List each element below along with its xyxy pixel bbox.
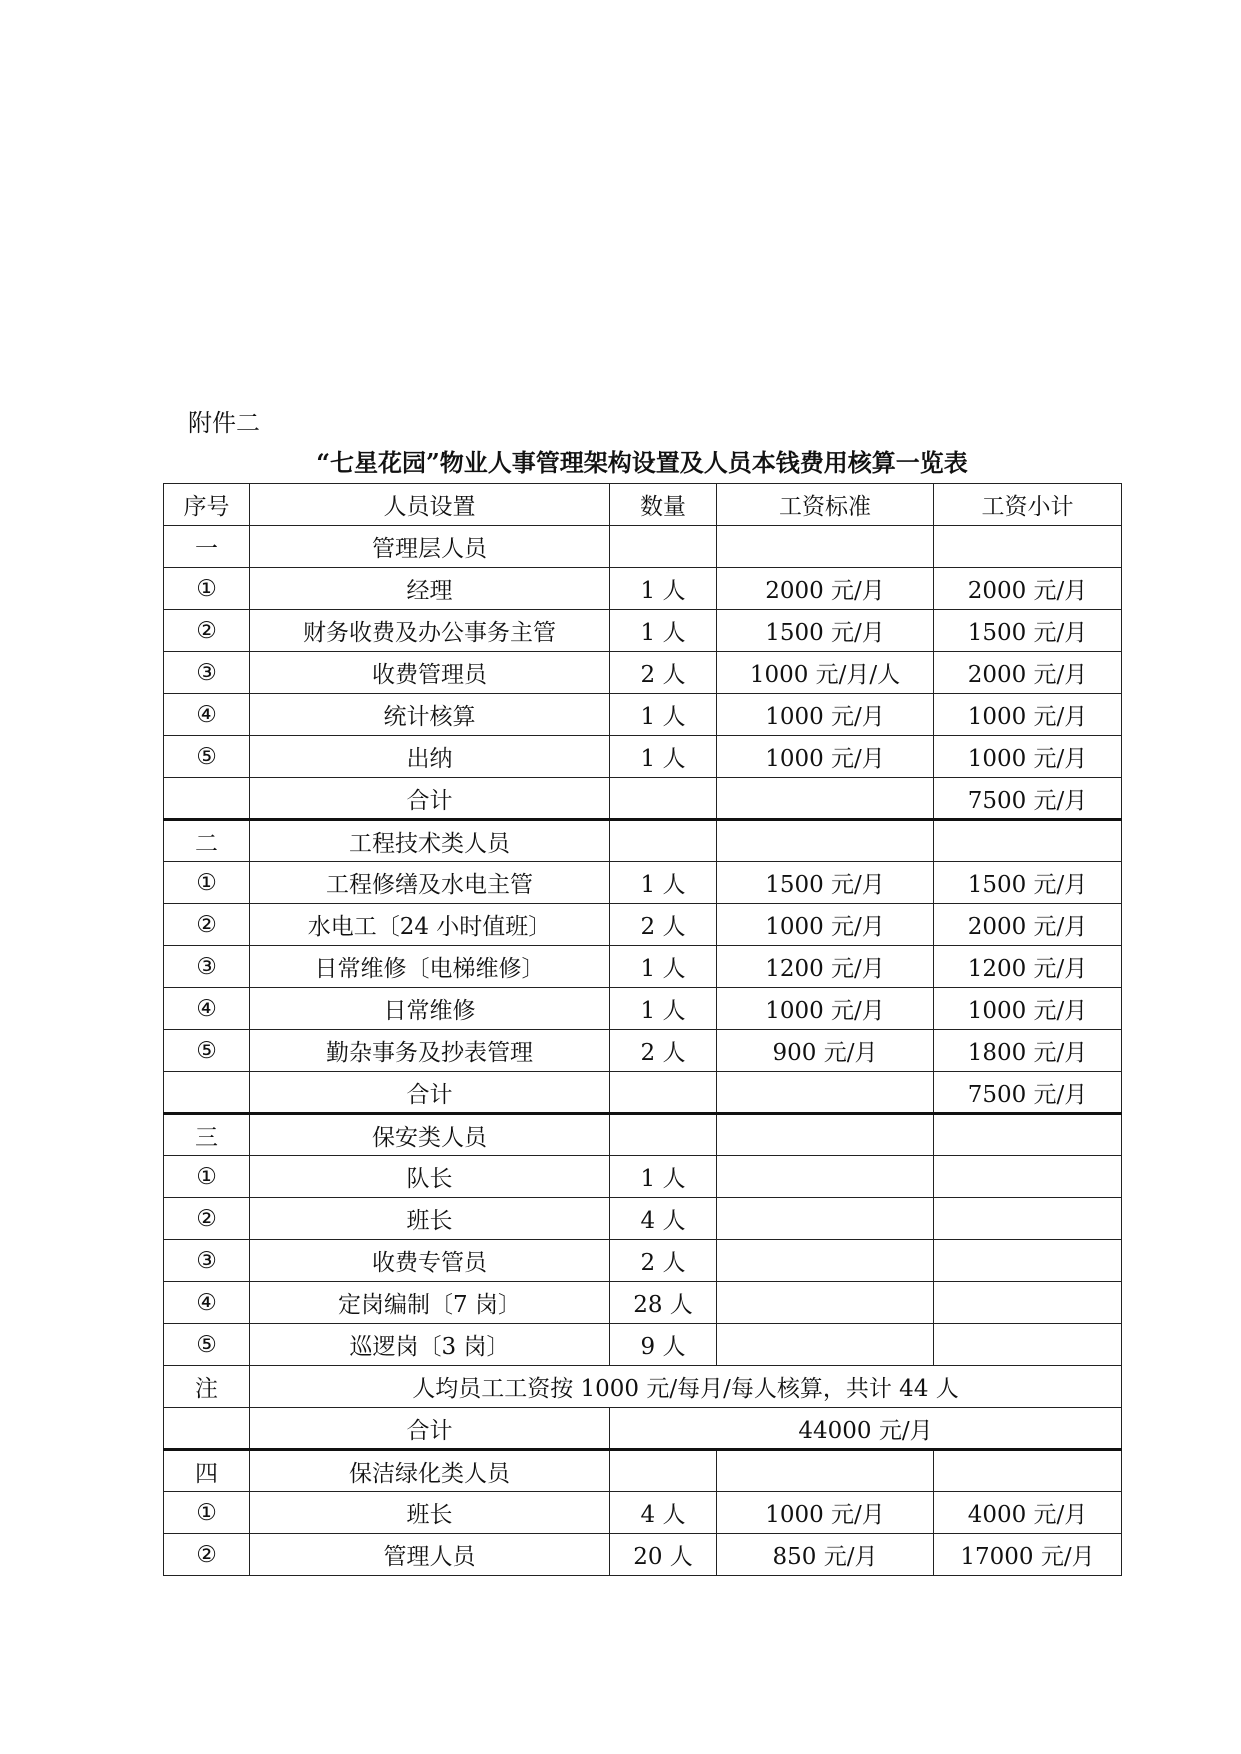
index-cell [164,1408,250,1450]
table-row-item [164,1198,1122,1240]
position-cell: 保安类人员 [250,1114,610,1156]
header-cell-wage-standard: 工资标准 [717,484,934,526]
table-row-section [164,1450,1122,1492]
wage-standard-cell: 1000 元/月 [717,988,934,1030]
table-row-total-merged [164,1408,1122,1450]
wage-standard-cell [717,526,934,568]
table-row-item [164,862,1122,904]
position-cell: 工程技术类人员 [250,820,610,862]
quantity-cell [610,778,717,820]
index-cell: ① [164,568,250,610]
position-cell: 班长 [250,1198,610,1240]
wage-standard-cell: 1000 元/月 [717,1492,934,1534]
annex-label: 附件二 [188,409,260,437]
quantity-cell: 9 人 [610,1324,717,1366]
quantity-cell: 4 人 [610,1198,717,1240]
table-row-item [164,988,1122,1030]
wage-subtotal-cell [934,1324,1122,1366]
table-row-item [164,568,1122,610]
position-cell: 经理 [250,568,610,610]
index-cell: ④ [164,694,250,736]
quantity-cell [610,526,717,568]
wage-subtotal-cell: 1500 元/月 [934,862,1122,904]
wage-standard-cell [717,1240,934,1282]
note-cell: 人均员工工资按 1000 元/每月/每人核算，共计 44 人 [250,1366,1122,1408]
table-row-section [164,526,1122,568]
wage-standard-cell: 850 元/月 [717,1534,934,1576]
table-row-item [164,610,1122,652]
table-row-item [164,1030,1122,1072]
index-cell: 三 [164,1114,250,1156]
quantity-cell: 1 人 [610,946,717,988]
wage-subtotal-cell [934,1240,1122,1282]
index-cell [164,778,250,820]
wage-standard-cell [717,1282,934,1324]
position-cell: 定岗编制〔7 岗〕 [250,1282,610,1324]
index-cell: ④ [164,1282,250,1324]
table-row-item [164,1282,1122,1324]
wage-standard-cell: 1000 元/月 [717,904,934,946]
quantity-cell: 20 人 [610,1534,717,1576]
quantity-cell: 1 人 [610,568,717,610]
table-body [164,526,1122,1576]
table-row-total [164,778,1122,820]
quantity-cell [610,1072,717,1114]
position-cell: 收费专管员 [250,1240,610,1282]
position-cell: 统计核算 [250,694,610,736]
wage-standard-cell [717,1156,934,1198]
wage-standard-cell [717,820,934,862]
wage-standard-cell [717,1198,934,1240]
wage-subtotal-cell: 1000 元/月 [934,736,1122,778]
index-cell: ① [164,1156,250,1198]
index-cell: 注 [164,1366,250,1408]
table-row-note [164,1366,1122,1408]
wage-subtotal-cell: 1800 元/月 [934,1030,1122,1072]
table-row-item [164,1240,1122,1282]
index-cell: ③ [164,652,250,694]
table-row-item [164,1156,1122,1198]
wage-standard-cell: 2000 元/月 [717,568,934,610]
index-cell: ④ [164,988,250,1030]
quantity-cell: 4 人 [610,1492,717,1534]
position-cell: 勤杂事务及抄表管理 [250,1030,610,1072]
index-cell: ② [164,904,250,946]
table-row-item [164,946,1122,988]
position-cell: 管理人员 [250,1534,610,1576]
table-row-section [164,1114,1122,1156]
wage-standard-cell [717,1324,934,1366]
wage-standard-cell: 1500 元/月 [717,610,934,652]
position-cell: 巡逻岗〔3 岗〕 [250,1324,610,1366]
index-cell: ① [164,1492,250,1534]
position-cell: 合计 [250,1408,610,1450]
quantity-cell [610,1114,717,1156]
wage-subtotal-cell [934,1114,1122,1156]
quantity-cell [610,820,717,862]
table-row-item [164,1492,1122,1534]
header-cell-quantity: 数量 [610,484,717,526]
position-cell: 保洁绿化类人员 [250,1450,610,1492]
quantity-cell: 1 人 [610,694,717,736]
wage-standard-cell [717,1450,934,1492]
quantity-cell: 1 人 [610,610,717,652]
wage-subtotal-cell: 2000 元/月 [934,568,1122,610]
index-cell: ⑤ [164,1030,250,1072]
header-cell-wage-subtotal: 工资小计 [934,484,1122,526]
index-cell: ② [164,1198,250,1240]
table-row-item [164,904,1122,946]
position-cell: 班长 [250,1492,610,1534]
wage-standard-cell: 900 元/月 [717,1030,934,1072]
index-cell: 四 [164,1450,250,1492]
quantity-cell: 2 人 [610,1240,717,1282]
position-cell: 收费管理员 [250,652,610,694]
index-cell: ③ [164,946,250,988]
wage-subtotal-cell [934,1198,1122,1240]
index-cell: ① [164,862,250,904]
wage-standard-cell [717,778,934,820]
wage-standard-cell: 1000 元/月 [717,736,934,778]
position-cell: 财务收费及办公事务主管 [250,610,610,652]
quantity-cell: 28 人 [610,1282,717,1324]
position-cell: 日常维修〔电梯维修〕 [250,946,610,988]
quantity-cell: 2 人 [610,1030,717,1072]
wage-standard-cell [717,1114,934,1156]
quantity-cell: 2 人 [610,904,717,946]
wage-standard-cell: 1500 元/月 [717,862,934,904]
wage-subtotal-cell: 1000 元/月 [934,988,1122,1030]
header-cell-index: 序号 [164,484,250,526]
wage-subtotal-cell: 2000 元/月 [934,652,1122,694]
index-cell [164,1072,250,1114]
quantity-cell [610,1450,717,1492]
quantity-cell: 1 人 [610,1156,717,1198]
index-cell: ⑤ [164,1324,250,1366]
table-row-item [164,1534,1122,1576]
position-cell: 合计 [250,778,610,820]
wage-subtotal-cell: 7500 元/月 [934,1072,1122,1114]
wage-subtotal-cell: 1200 元/月 [934,946,1122,988]
table-row-total [164,1072,1122,1114]
index-cell: ② [164,1534,250,1576]
wage-subtotal-cell [934,1450,1122,1492]
index-cell: 二 [164,820,250,862]
table-row-item [164,694,1122,736]
table-row-section [164,820,1122,862]
wage-subtotal-cell [934,820,1122,862]
quantity-cell: 1 人 [610,988,717,1030]
document-title: “七星花园”物业人事管理架构设置及人员本钱费用核算一览表 [316,448,968,477]
wage-subtotal-cell [934,1282,1122,1324]
index-cell: ③ [164,1240,250,1282]
position-cell: 水电工〔24 小时值班〕 [250,904,610,946]
wage-subtotal-cell: 1000 元/月 [934,694,1122,736]
index-cell: 一 [164,526,250,568]
index-cell: ② [164,610,250,652]
wage-subtotal-cell [934,1156,1122,1198]
total-amount-cell: 44000 元/月 [610,1408,1122,1450]
wage-standard-cell: 1200 元/月 [717,946,934,988]
position-cell: 管理层人员 [250,526,610,568]
wage-subtotal-cell: 17000 元/月 [934,1534,1122,1576]
quantity-cell: 1 人 [610,862,717,904]
wage-subtotal-cell: 2000 元/月 [934,904,1122,946]
table-row-item [164,736,1122,778]
index-cell: ⑤ [164,736,250,778]
wage-standard-cell: 1000 元/月 [717,694,934,736]
wage-standard-cell [717,1072,934,1114]
wage-standard-cell: 1000 元/月/人 [717,652,934,694]
table-header-row [164,484,1122,526]
wage-subtotal-cell: 4000 元/月 [934,1492,1122,1534]
wage-subtotal-cell: 7500 元/月 [934,778,1122,820]
position-cell: 队长 [250,1156,610,1198]
table-row-item [164,652,1122,694]
position-cell: 合计 [250,1072,610,1114]
wage-subtotal-cell [934,526,1122,568]
quantity-cell: 1 人 [610,736,717,778]
position-cell: 工程修缮及水电主管 [250,862,610,904]
position-cell: 出纳 [250,736,610,778]
position-cell: 日常维修 [250,988,610,1030]
quantity-cell: 2 人 [610,652,717,694]
table-row-item [164,1324,1122,1366]
wage-subtotal-cell: 1500 元/月 [934,610,1122,652]
header-cell-position: 人员设置 [250,484,610,526]
staff-cost-table [163,483,1122,1576]
